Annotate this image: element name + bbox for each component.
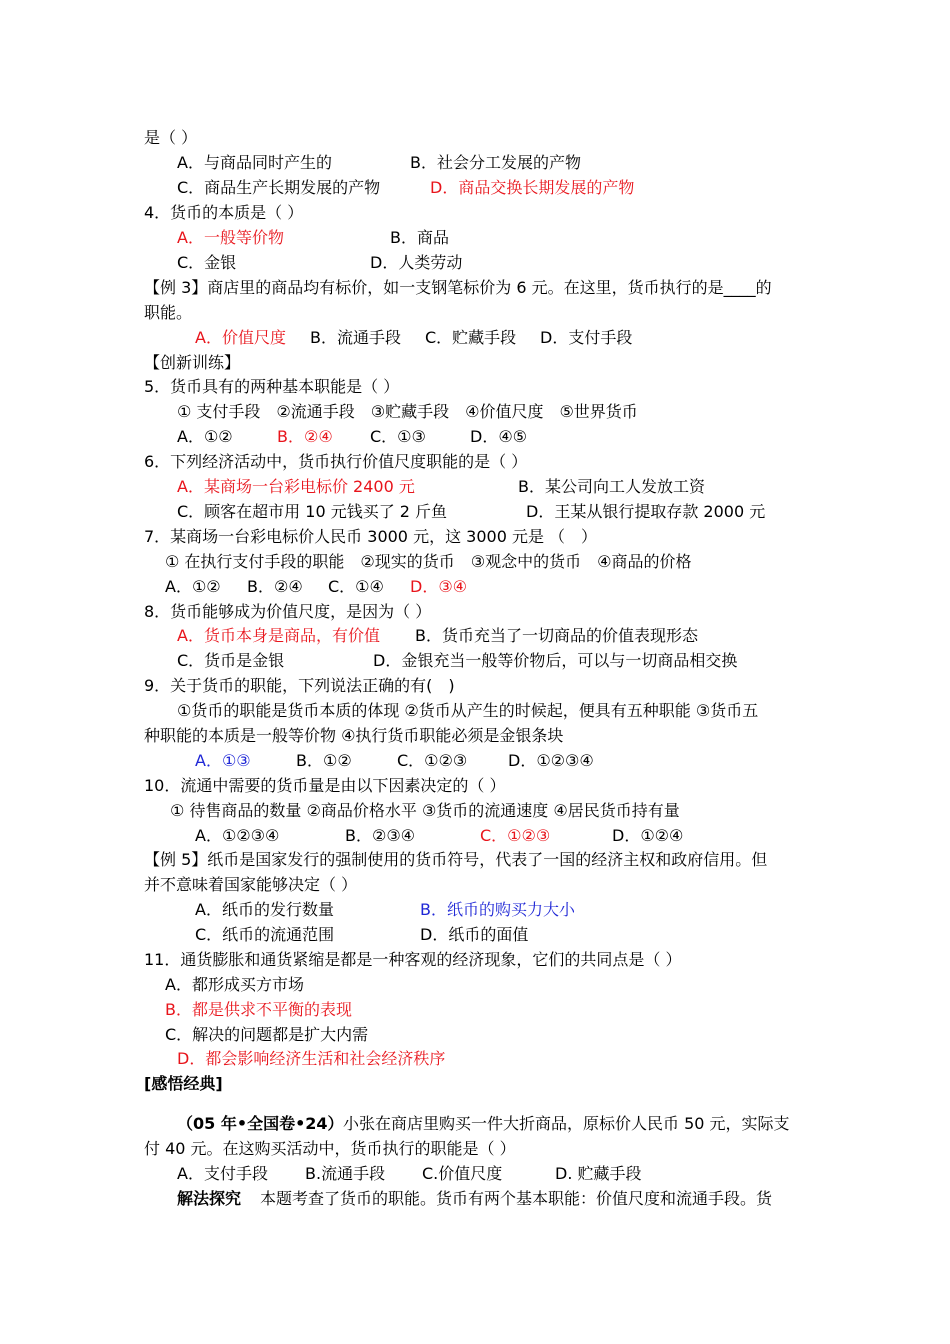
example3-stem: 【例 3】商店里的商品均有标价，如一支钢笔标价为 6 元。在这里，货币执行的是____的: [144, 278, 772, 297]
q11-option-b-answer: B．都是供求不平衡的表现: [165, 1000, 352, 1019]
example5-option-c: C．纸币的流通范围: [195, 925, 335, 944]
classic-option-a: A．支付手段: [177, 1164, 268, 1183]
q10-items: ① 待售商品的数量 ②商品价格水平 ③货币的流通速度 ④居民货币持有量: [170, 801, 680, 820]
q8-option-c: C．货币是金银: [177, 651, 285, 670]
q7-items: ① 在执行支付手段的职能 ②现实的货币 ③观念中的货币 ④商品的价格: [165, 552, 692, 571]
q9-items-line2: 种职能的本质是一般等价物 ④执行货币职能必须是金银条块: [144, 726, 564, 745]
classic-option-d: D. 贮藏手段: [555, 1164, 642, 1183]
q7-stem: 7．某商场一台彩电标价人民币 3000 元，这 3000 元是 （ ）: [144, 527, 598, 546]
q7-option-a: A．①②: [165, 577, 221, 596]
section-heading-classic: [感悟经典]: [144, 1074, 223, 1093]
q6-option-d: D．王某从银行提取存款 2000 元: [526, 502, 766, 521]
solution-label: 解法探究: [177, 1189, 242, 1208]
q3-stem-tail: 是（ ）: [144, 128, 198, 147]
q11-option-c: C．解决的问题都是扩大内需: [165, 1025, 369, 1044]
q10-option-b: B．②③④: [345, 826, 416, 845]
q9-option-d: D．①②③④: [508, 751, 594, 770]
q5-items: ① 支付手段 ②流通手段 ③贮藏手段 ④价值尺度 ⑤世界货币: [177, 402, 638, 421]
section-heading-innovation: 【创新训练】: [144, 353, 241, 372]
example3-option-c: C．贮藏手段: [425, 328, 517, 347]
q4-option-d: D．人类劳动: [370, 253, 463, 272]
example5-option-a: A．纸币的发行数量: [195, 900, 334, 919]
example5-option-b-answer: B．纸币的购买力大小: [420, 900, 575, 919]
example5-option-d: D．纸币的面值: [420, 925, 529, 944]
example3-stem-tail: 职能。: [144, 303, 193, 322]
q7-option-b: B．②④: [247, 577, 303, 596]
example3-option-b: B．流通手段: [310, 328, 401, 347]
q10-stem: 10．流通中需要的货币量是由以下因素决定的（ ）: [144, 776, 506, 795]
q11-option-d-answer: D．都会影响经济生活和社会经济秩序: [177, 1049, 446, 1068]
q5-option-a: A．①②: [177, 427, 233, 446]
q6-stem: 6．下列经济活动中，货币执行价值尺度职能的是（ ）: [144, 452, 528, 471]
q5-option-c: C．①③: [370, 427, 426, 446]
classic-option-c: C.价值尺度: [422, 1164, 503, 1183]
classic-question-line2: 付 40 元。在这购买活动中，货币执行的职能是（ ）: [144, 1139, 516, 1158]
example3-option-d: D．支付手段: [540, 328, 633, 347]
q7-option-c: C．①④: [328, 577, 384, 596]
q11-stem: 11．通货膨胀和通货紧缩是都是一种客观的经济现象，它们的共同点是（ ）: [144, 950, 682, 969]
example3-option-a-answer: A．价值尺度: [195, 328, 286, 347]
example5-stem-tail: 并不意味着国家能够决定（ ）: [144, 875, 358, 894]
classic-option-b: B.流通手段: [305, 1164, 386, 1183]
q4-option-b: B．商品: [390, 228, 449, 247]
q9-option-b: B．①②: [296, 751, 352, 770]
q10-option-a: A．①②③④: [195, 826, 280, 845]
solution-text: 本题考查了货币的职能。货币有两个基本职能：价值尺度和流通手段。货: [260, 1189, 773, 1208]
q4-option-c: C．金银: [177, 253, 237, 272]
q5-option-b-answer: B．②④: [277, 427, 333, 446]
q11-option-a: A．都形成买方市场: [165, 975, 304, 994]
classic-source-label: （05 年•全国卷•24）: [177, 1114, 344, 1133]
q5-option-d: D．④⑤: [470, 427, 528, 446]
q3-option-d-answer: D．商品交换长期发展的产物: [430, 178, 635, 197]
example5-stem: 【例 5】纸币是国家发行的强制使用的货币符号，代表了一国的经济主权和政府信用。但: [144, 850, 768, 869]
q9-option-a-answer: A．①③: [195, 751, 251, 770]
q8-option-a-answer: A．货币本身是商品，有价值: [177, 626, 380, 645]
q8-option-b: B．货币充当了一切商品的价值表现形态: [415, 626, 698, 645]
classic-stem: 小张在商店里购买一件大折商品，原标价人民币 50 元，实际支: [343, 1114, 790, 1133]
q3-option-c: C．商品生产长期发展的产物: [177, 178, 381, 197]
q6-option-b: B．某公司向工人发放工资: [518, 477, 705, 496]
q9-option-c: C．①②③: [397, 751, 468, 770]
q6-option-c: C．顾客在超市用 10 元钱买了 2 斤鱼: [177, 502, 448, 521]
q3-option-a: A．与商品同时产生的: [177, 153, 332, 172]
q7-option-d-answer: D．③④: [410, 577, 468, 596]
q10-option-d: D．①②④: [612, 826, 684, 845]
q9-stem: 9．关于货币的职能，下列说法正确的有( ): [144, 676, 455, 695]
q4-option-a-answer: A．一般等价物: [177, 228, 284, 247]
q10-option-c-answer: C．①②③: [480, 826, 551, 845]
q4-stem: 4．货币的本质是（ ）: [144, 203, 304, 222]
q8-option-d: D．金银充当一般等价物后，可以与一切商品相交换: [373, 651, 738, 670]
q9-items-line1: ①货币的职能是货币本质的体现 ②货币从产生的时候起，便具有五种职能 ③货币五: [177, 701, 759, 720]
q6-option-a-answer: A．某商场一台彩电标价 2400 元: [177, 477, 415, 496]
q3-option-b: B．社会分工发展的产物: [410, 153, 581, 172]
q8-stem: 8．货币能够成为价值尺度，是因为（ ）: [144, 602, 432, 621]
q5-stem: 5．货币具有的两种基本职能是（ ）: [144, 377, 400, 396]
